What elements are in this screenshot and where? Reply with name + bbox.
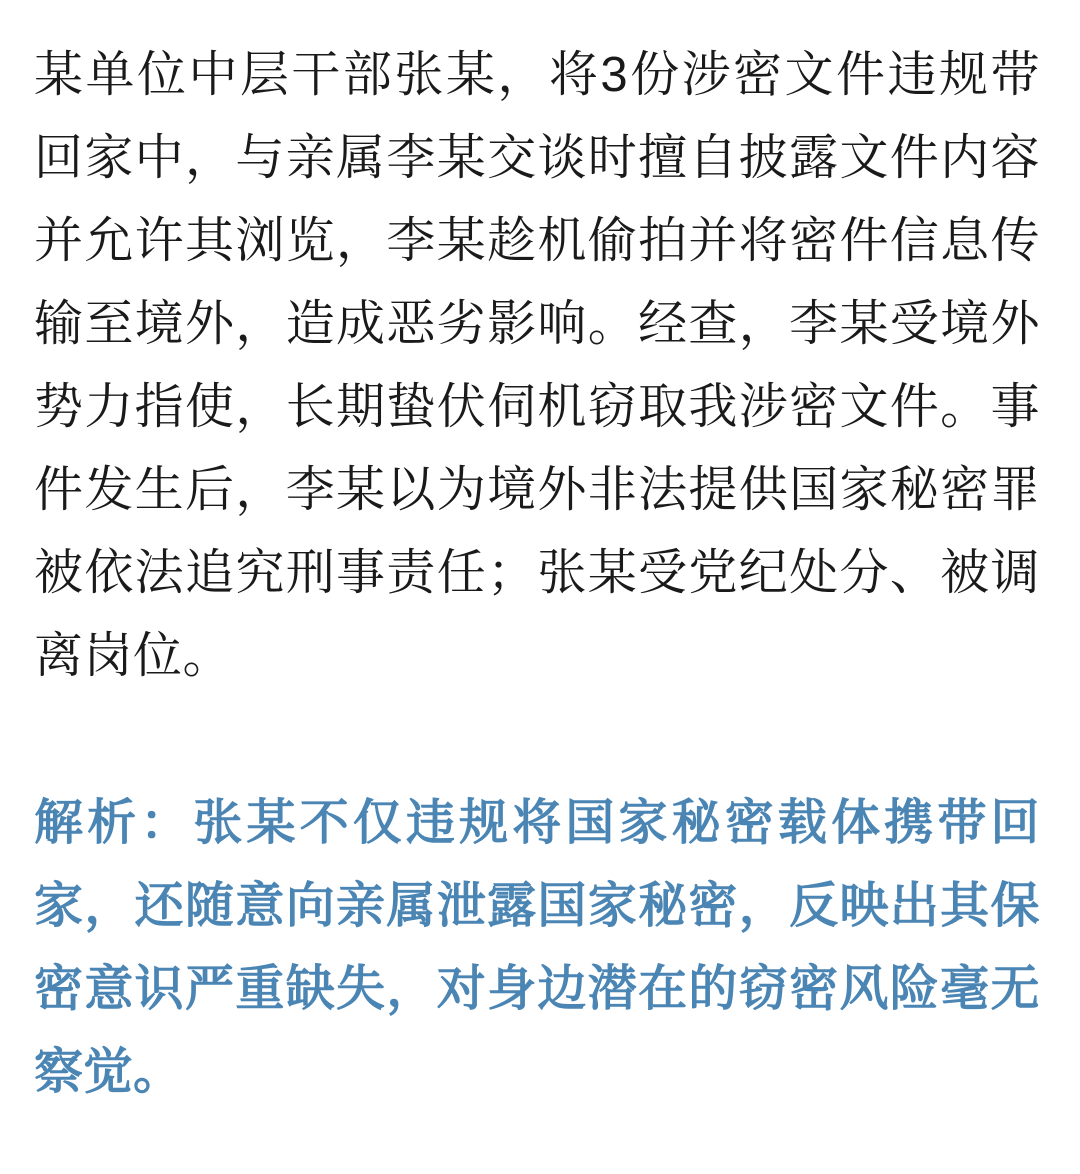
analysis-paragraph: 解析：张某不仅违规将国家秘密载体携带回家，还随意向亲属泄露国家秘密，反映出其保密意识严重缺失，对身边潜在的窃密风险毫无察觉。 — [34, 796, 1040, 1099]
case-description-paragraph: 某单位中层干部张某，将3份涉密文件违规带回家中，与亲属李某交谈时擅自披露文件内容并允许其浏览，李某趁机偷拍并将密件信息传输至境外，造成恶劣影响。经查，李某受境外势力指使，长期蛰伏伺机窃取我涉密文件。事件发生后，李某以为境外非法提供国家秘密罪被依法追究刑事责任；张某受党纪处分、被调离岗位。 — [34, 48, 1040, 683]
paragraph-spacer — [34, 698, 1040, 782]
